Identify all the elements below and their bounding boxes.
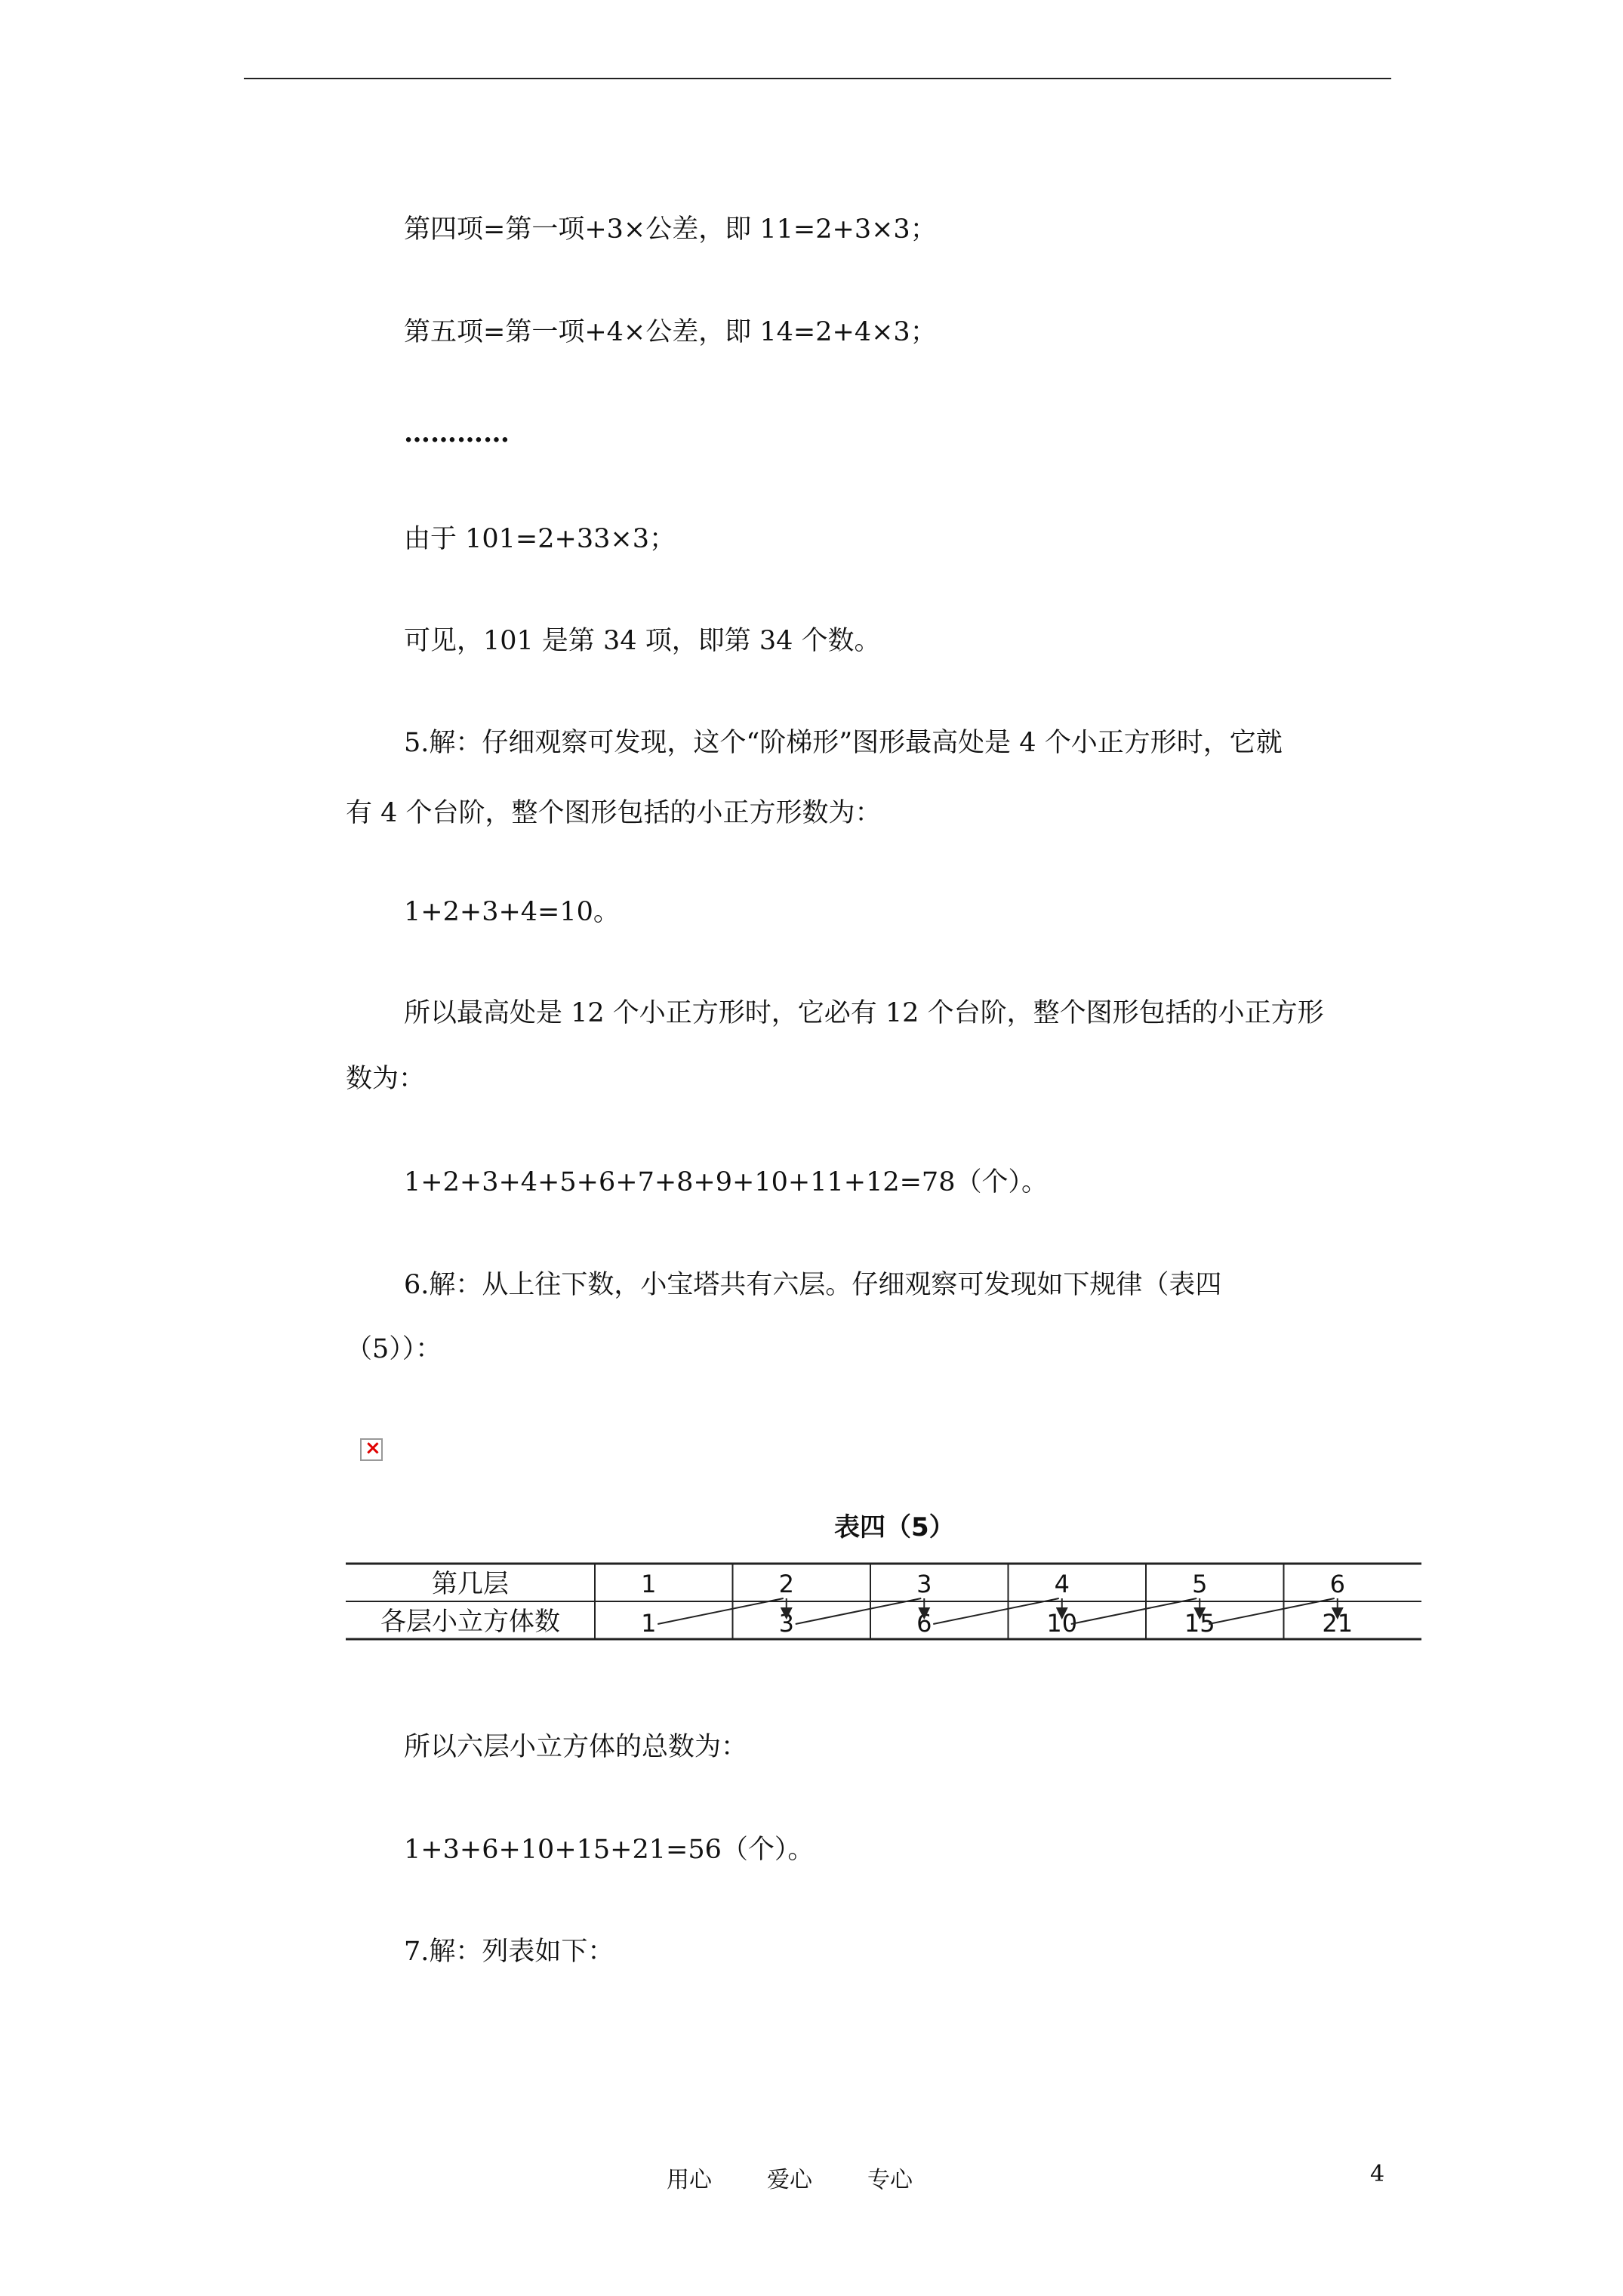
text-line-3: 由于 101=2+33×3； [404, 524, 676, 554]
layer-count-table [346, 1552, 1421, 1646]
solution-5-line-2: 有 4 个台阶，整个图形包括的小正方形数为： [346, 798, 882, 828]
table-count-cell: 10 [1046, 1609, 1078, 1638]
table-diagonal-arrow-line [1209, 1598, 1335, 1624]
solution-5-equation-1: 1+2+3+4=10。 [404, 897, 620, 927]
solution-5-line-3: 所以最高处是 12 个小正方形时，它必有 12 个台阶，整个图形包括的小正方形 [404, 998, 1324, 1028]
solution-5-line-4: 数为： [346, 1064, 426, 1094]
solution-6-line-1: 6.解：从上往下数，小宝塔共有六层。仔细观察可发现如下规律（表四 [404, 1270, 1222, 1300]
table-diagonal-arrow-line [1071, 1598, 1197, 1624]
broken-image-icon: × [360, 1438, 383, 1461]
table-count-cell: 1 [641, 1609, 657, 1638]
text-line-1: 第四项=第一项+3×公差，即 11=2+3×3； [404, 214, 937, 245]
solution-5-line-1: 5.解：仔细观察可发现，这个“阶梯形”图形最高处是 4 个小正方形时，它就 [404, 728, 1283, 758]
footer-word-1: 用心 [667, 2167, 712, 2193]
solution-7-line-1: 7.解：列表如下： [404, 1937, 614, 1967]
solution-5-equation-2: 1+2+3+4+5+6+7+8+9+10+11+12=78（个）。 [404, 1167, 1048, 1197]
footer-word-2: 爱心 [767, 2167, 812, 2193]
table-row-header: 各层小立方体数 [380, 1607, 560, 1637]
table-layer-cell: 3 [916, 1570, 932, 1598]
table-diagonal-arrow-line [658, 1598, 784, 1624]
footer-word-3: 专心 [867, 2167, 913, 2193]
table-count-cell: 3 [778, 1609, 794, 1638]
table-layer-cell: 5 [1192, 1570, 1208, 1598]
header-rule [244, 78, 1391, 79]
table-diagonal-arrow-line [796, 1598, 922, 1624]
ellipsis-line: ………… [404, 418, 510, 448]
text-line-4: 可见，101 是第 34 项，即第 34 个数。 [404, 626, 881, 656]
solution-6-line-3: 所以六层小立方体的总数为： [404, 1732, 748, 1762]
text-line-2: 第五项=第一项+4×公差，即 14=2+4×3； [404, 317, 937, 347]
table-count-cell: 21 [1322, 1609, 1354, 1638]
table-layer-cell: 4 [1054, 1570, 1070, 1598]
solution-6-line-2: （5））： [346, 1334, 442, 1364]
table-layer-cell: 6 [1329, 1570, 1345, 1598]
table-layer-cell: 2 [778, 1570, 794, 1598]
table-layer-cell: 1 [641, 1570, 657, 1598]
table-row-header: 第几层 [432, 1569, 509, 1599]
table-count-cell: 15 [1184, 1609, 1215, 1638]
solution-6-equation: 1+3+6+10+15+21=56（个）。 [404, 1835, 815, 1865]
table-count-cell: 6 [916, 1609, 932, 1638]
table-caption: 表四（5） [834, 1512, 955, 1542]
table-diagonal-arrow-line [933, 1598, 1059, 1624]
page-number: 4 [1370, 2161, 1385, 2187]
